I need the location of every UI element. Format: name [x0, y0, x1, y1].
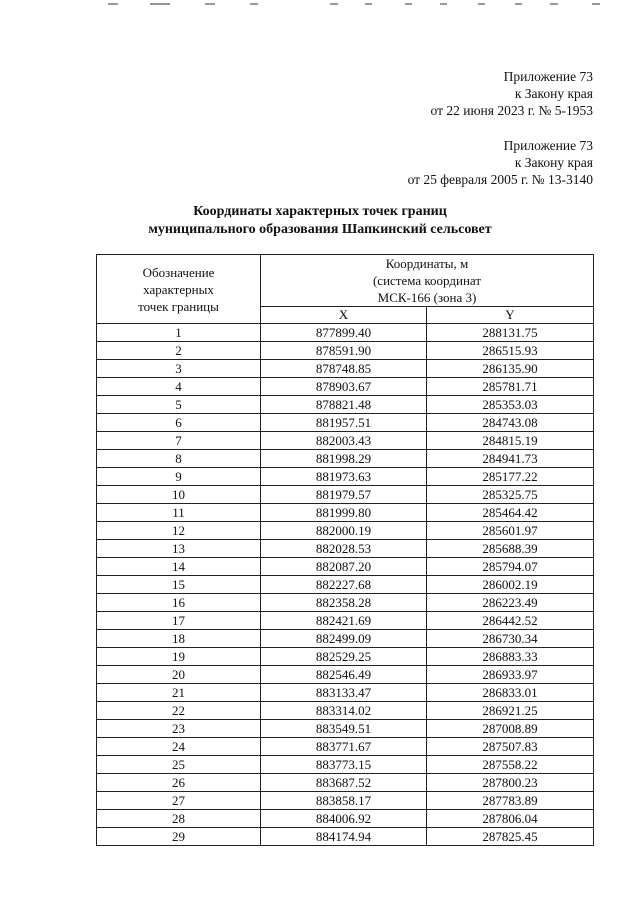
y-coordinate-cell: 285781.71 — [427, 378, 594, 396]
x-coordinate-cell: 881979.57 — [261, 486, 427, 504]
header-coordinates — [261, 255, 594, 307]
x-coordinate-cell: 881999.80 — [261, 504, 427, 522]
table-row — [97, 720, 594, 738]
table-row — [97, 684, 594, 702]
point-number-cell: 5 — [97, 396, 261, 414]
y-coordinate-cell: 286442.52 — [427, 612, 594, 630]
y-coordinate-cell: 286883.33 — [427, 648, 594, 666]
y-coordinate-cell: 285601.97 — [427, 522, 594, 540]
point-number-cell: 26 — [97, 774, 261, 792]
appendix-original-line1: Приложение 73 — [503, 138, 593, 153]
y-coordinate-cell: 286515.93 — [427, 342, 594, 360]
table-row — [97, 378, 594, 396]
header-point-line3: точек границы — [138, 298, 219, 314]
y-coordinate-cell: 284743.08 — [427, 414, 594, 432]
x-coordinate-cell: 878748.85 — [261, 360, 427, 378]
point-number-cell: 27 — [97, 792, 261, 810]
table-row — [97, 342, 594, 360]
x-coordinate-cell: 878821.48 — [261, 396, 427, 414]
table-row — [97, 612, 594, 630]
x-coordinate-cell: 883314.02 — [261, 702, 427, 720]
table-row — [97, 414, 594, 432]
table-row — [97, 468, 594, 486]
y-coordinate-cell: 287800.23 — [427, 774, 594, 792]
point-number-cell: 19 — [97, 648, 261, 666]
x-coordinate-cell: 878591.90 — [261, 342, 427, 360]
y-coordinate-cell: 285325.75 — [427, 486, 594, 504]
y-coordinate-cell: 286135.90 — [427, 360, 594, 378]
point-number-cell: 2 — [97, 342, 261, 360]
point-number-cell: 21 — [97, 684, 261, 702]
table-row — [97, 324, 594, 342]
table-row — [97, 666, 594, 684]
y-coordinate-cell: 285794.07 — [427, 558, 594, 576]
table-row — [97, 594, 594, 612]
y-coordinate-cell: 287558.22 — [427, 756, 594, 774]
y-coordinate-cell: 287507.83 — [427, 738, 594, 756]
point-number-cell: 17 — [97, 612, 261, 630]
y-coordinate-cell: 285688.39 — [427, 540, 594, 558]
table-row — [97, 756, 594, 774]
x-coordinate-cell: 882499.09 — [261, 630, 427, 648]
x-coordinate-cell: 882358.28 — [261, 594, 427, 612]
x-coordinate-cell: 882421.69 — [261, 612, 427, 630]
table-row — [97, 828, 594, 846]
header-coords-line1: Координаты, м — [385, 256, 469, 271]
appendix-current-reference — [431, 68, 593, 119]
x-coordinate-cell: 883549.51 — [261, 720, 427, 738]
table-row — [97, 450, 594, 468]
x-coordinate-cell: 883771.67 — [261, 738, 427, 756]
x-coordinate-cell: 882087.20 — [261, 558, 427, 576]
table-row — [97, 432, 594, 450]
point-number-cell: 25 — [97, 756, 261, 774]
x-coordinate-cell: 882227.68 — [261, 576, 427, 594]
x-coordinate-cell: 883858.17 — [261, 792, 427, 810]
x-coordinate-cell: 881957.51 — [261, 414, 427, 432]
table-row — [97, 504, 594, 522]
table-row — [97, 360, 594, 378]
x-coordinate-cell: 883687.52 — [261, 774, 427, 792]
table-row — [97, 396, 594, 414]
y-coordinate-cell: 284941.73 — [427, 450, 594, 468]
y-coordinate-cell: 285464.42 — [427, 504, 594, 522]
coordinates-table-body — [97, 324, 594, 846]
x-coordinate-cell: 883773.15 — [261, 756, 427, 774]
point-number-cell: 20 — [97, 666, 261, 684]
y-coordinate-cell: 286002.19 — [427, 576, 594, 594]
point-number-cell: 6 — [97, 414, 261, 432]
point-number-cell: 24 — [97, 738, 261, 756]
x-coordinate-cell: 882000.19 — [261, 522, 427, 540]
table-row — [97, 576, 594, 594]
point-number-cell: 8 — [97, 450, 261, 468]
y-coordinate-cell: 285353.03 — [427, 396, 594, 414]
x-coordinate-cell: 878903.67 — [261, 378, 427, 396]
appendix-original-line2: к Закону края — [514, 155, 593, 170]
y-coordinate-cell: 285177.22 — [427, 468, 594, 486]
point-number-cell: 16 — [97, 594, 261, 612]
point-number-cell: 28 — [97, 810, 261, 828]
table-row — [97, 792, 594, 810]
y-coordinate-cell: 284815.19 — [427, 432, 594, 450]
appendix-current-line3: от 22 июня 2023 г. № 5-1953 — [430, 103, 593, 118]
table-row — [97, 738, 594, 756]
point-number-cell: 13 — [97, 540, 261, 558]
table-row — [97, 486, 594, 504]
header-y: Y — [427, 307, 594, 324]
x-coordinate-cell: 883133.47 — [261, 684, 427, 702]
y-coordinate-cell: 287806.04 — [427, 810, 594, 828]
point-number-cell: 11 — [97, 504, 261, 522]
table-row — [97, 774, 594, 792]
y-coordinate-cell: 286833.01 — [427, 684, 594, 702]
point-number-cell: 15 — [97, 576, 261, 594]
document-title — [0, 203, 640, 239]
point-number-cell: 4 — [97, 378, 261, 396]
scan-edge-artifact — [0, 0, 640, 10]
table-row — [97, 630, 594, 648]
y-coordinate-cell: 287825.45 — [427, 828, 594, 846]
document-title-line1: Координаты характерных точек границ — [193, 204, 447, 219]
point-number-cell: 12 — [97, 522, 261, 540]
y-coordinate-cell: 287783.89 — [427, 792, 594, 810]
table-row — [97, 648, 594, 666]
table-row — [97, 558, 594, 576]
y-coordinate-cell: 286921.25 — [427, 702, 594, 720]
y-coordinate-cell: 288131.75 — [427, 324, 594, 342]
appendix-original-line3: от 25 февраля 2005 г. № 13-3140 — [407, 172, 593, 187]
appendix-current-line2: к Закону края — [514, 86, 593, 101]
point-number-cell: 3 — [97, 360, 261, 378]
document-title-line2: муниципального образования Шапкинский сельсовет — [148, 222, 492, 237]
appendix-original-reference — [408, 137, 593, 188]
x-coordinate-cell: 882028.53 — [261, 540, 427, 558]
coordinates-table — [96, 254, 594, 846]
table-row — [97, 702, 594, 720]
appendix-current-line1: Приложение 73 — [503, 69, 593, 84]
header-coords-line3: МСК-166 (зона 3) — [377, 290, 477, 305]
point-number-cell: 22 — [97, 702, 261, 720]
table-row — [97, 540, 594, 558]
y-coordinate-cell: 286933.97 — [427, 666, 594, 684]
x-coordinate-cell: 877899.40 — [261, 324, 427, 342]
point-number-cell: 23 — [97, 720, 261, 738]
point-number-cell: 10 — [97, 486, 261, 504]
point-number-cell: 29 — [97, 828, 261, 846]
x-coordinate-cell: 881998.29 — [261, 450, 427, 468]
header-point-line2: характерных — [143, 281, 214, 297]
header-point-designation — [97, 255, 261, 324]
x-coordinate-cell: 884174.94 — [261, 828, 427, 846]
y-coordinate-cell: 287008.89 — [427, 720, 594, 738]
y-coordinate-cell: 286223.49 — [427, 594, 594, 612]
table-row — [97, 810, 594, 828]
point-number-cell: 18 — [97, 630, 261, 648]
point-number-cell: 7 — [97, 432, 261, 450]
header-x: X — [261, 307, 427, 324]
header-coords-line2: (система координат — [372, 273, 482, 288]
table-row — [97, 522, 594, 540]
x-coordinate-cell: 882529.25 — [261, 648, 427, 666]
x-coordinate-cell: 881973.63 — [261, 468, 427, 486]
point-number-cell: 1 — [97, 324, 261, 342]
x-coordinate-cell: 884006.92 — [261, 810, 427, 828]
x-coordinate-cell: 882546.49 — [261, 666, 427, 684]
y-coordinate-cell: 286730.34 — [427, 630, 594, 648]
header-point-line1: Обозначение — [142, 264, 215, 280]
point-number-cell: 9 — [97, 468, 261, 486]
point-number-cell: 14 — [97, 558, 261, 576]
x-coordinate-cell: 882003.43 — [261, 432, 427, 450]
